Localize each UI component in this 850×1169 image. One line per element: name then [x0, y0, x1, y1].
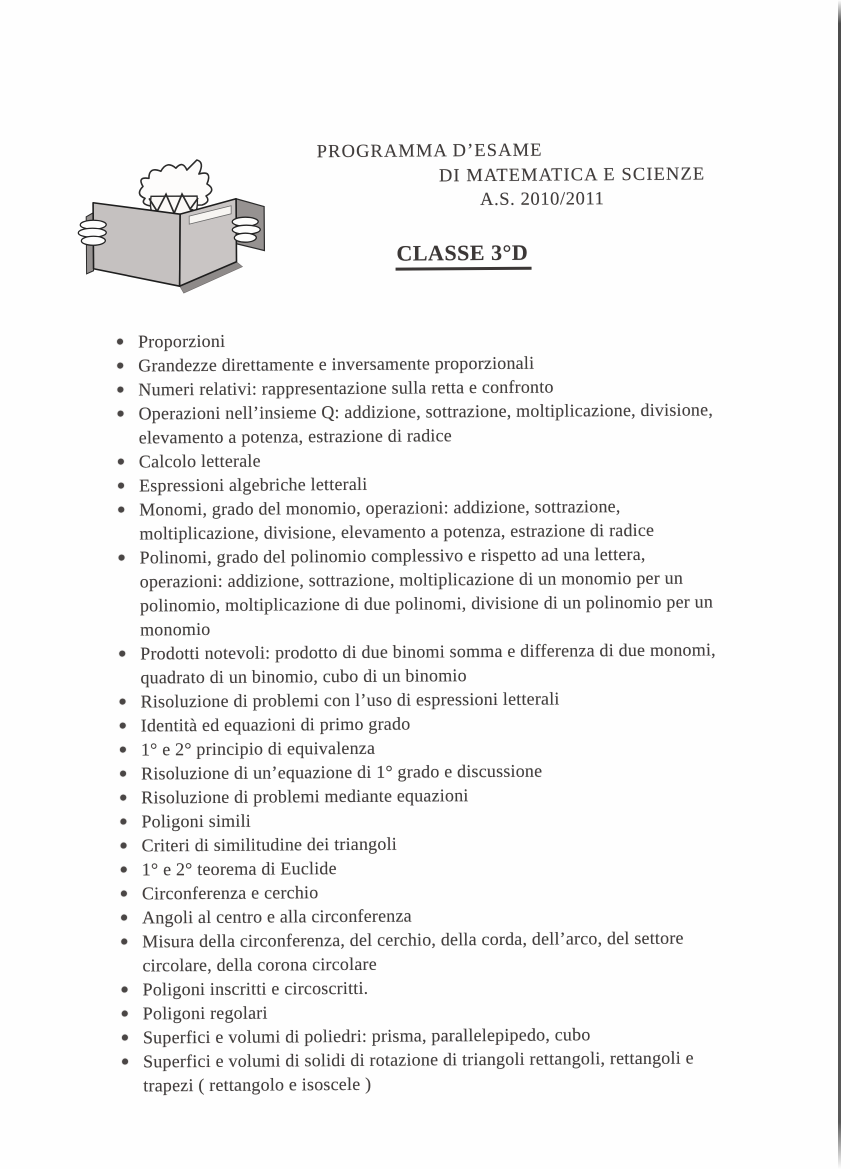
bullet-icon [118, 459, 124, 465]
bullet-icon [118, 507, 124, 513]
bullet-icon [120, 747, 126, 753]
topics-list [110, 325, 849, 1098]
bullet-icon [120, 771, 126, 777]
scanner-edge-artifact [838, 0, 841, 1169]
topic-text: Risoluzione di un’equazione di 1° grado e discussione [141, 760, 543, 784]
topic-item [115, 1045, 849, 1098]
topic-text: Superfici e volumi di poliedri: prisma, parallelepipedo, cubo [142, 1024, 591, 1048]
bullet-icon [117, 339, 123, 345]
topic-text: Circonferenza e cerchio [141, 882, 319, 904]
topic-text: Poligoni regolari [142, 1002, 268, 1024]
bullet-icon [121, 915, 127, 921]
bullet-icon [120, 795, 126, 801]
topic-text: Risoluzione di problemi mediante equazioni [141, 785, 469, 808]
topic-text: Prodotti notevoli: prodotto di due binomi somma e differenza di due monomi, quadrato di un binomio, cubo di un binomio [140, 639, 716, 688]
bullet-icon [120, 819, 126, 825]
bullet-icon [121, 939, 127, 945]
topic-text: Angoli al centro e alla circonferenza [142, 905, 412, 928]
document-header [317, 137, 706, 213]
topic-text: Risoluzione di problemi con l’uso di espressioni letterali [140, 688, 560, 712]
topic-text: Espressioni algebriche letterali [138, 473, 368, 496]
topic-text: Poligoni simili [141, 810, 252, 832]
bullet-icon [118, 411, 124, 417]
topic-text: Calcolo letterale [138, 450, 261, 472]
topic-item [110, 397, 844, 450]
bullet-icon [121, 891, 127, 897]
bullet-icon [122, 1035, 128, 1041]
bullet-icon [120, 723, 126, 729]
topic-text: Criteri di similitudine dei triangoli [141, 833, 398, 856]
topic-text: 1° e 2° teorema di Euclide [141, 858, 337, 880]
bullet-icon [121, 843, 127, 849]
bullet-icon [117, 387, 123, 393]
bullet-icon [122, 1059, 128, 1065]
bullet-icon [122, 987, 128, 993]
topic-text: Superfici e volumi di solidi di rotazione di triangoli rettangoli, rettangoli e trapezi ( rettangolo e isoscele ) [143, 1047, 694, 1096]
topic-text: Grandezze direttamente e inversamente proporzionali [138, 352, 535, 376]
school-year: A.S. 2010/2011 [480, 189, 605, 211]
bullet-icon [118, 483, 124, 489]
bullet-icon [122, 1011, 128, 1017]
topic-text: Monomi, grado del monomio, operazioni: addizione, sottrazione, moltiplicazione, divisione, elevamento a potenza, estrazione di radice [139, 496, 655, 544]
topic-text: Identità ed equazioni di primo grado [140, 713, 411, 736]
class-heading: CLASSE 3°D [395, 240, 531, 271]
bullet-icon [120, 699, 126, 705]
topic-text: 1° e 2° principio di equivalenza [140, 737, 376, 760]
topic-item [111, 493, 845, 546]
topic-text: Polinomi, grado del polinomio complessivo e rispetto ad una lettera, operazioni: addizione, sottrazione, moltiplicazione di un monomio per un polinomio, moltiplicazione di due polinomi, divisione di un polinomio per un monomio [139, 543, 714, 640]
topic-text: Poligoni inscritti e circoscritti. [142, 977, 369, 1000]
topic-text: Proporzioni [137, 330, 226, 352]
topic-text: Operazioni nell’insieme Q: addizione, sottrazione, moltiplicazione, divisione, elevamento a potenza, estrazione di radice [138, 399, 714, 448]
document-title-line1: PROGRAMMA D’ESAME [316, 140, 543, 163]
bullet-icon [121, 867, 127, 873]
topic-item [114, 925, 848, 978]
topic-text: Numeri relativi: rappresentazione sulla retta e confronto [138, 376, 554, 400]
document-title-line2: DI MATEMATICA E SCIENZE [438, 163, 706, 186]
reading-child-book-icon [73, 151, 279, 302]
topic-item [111, 541, 846, 642]
topic-item [112, 637, 846, 690]
bullet-icon [117, 363, 123, 369]
topic-text: Misura della circonferenza, del cerchio, della corda, dell’arco, del settore circolare, della corona circolare [142, 927, 684, 976]
bullet-icon [119, 555, 125, 561]
bullet-icon [119, 651, 125, 657]
